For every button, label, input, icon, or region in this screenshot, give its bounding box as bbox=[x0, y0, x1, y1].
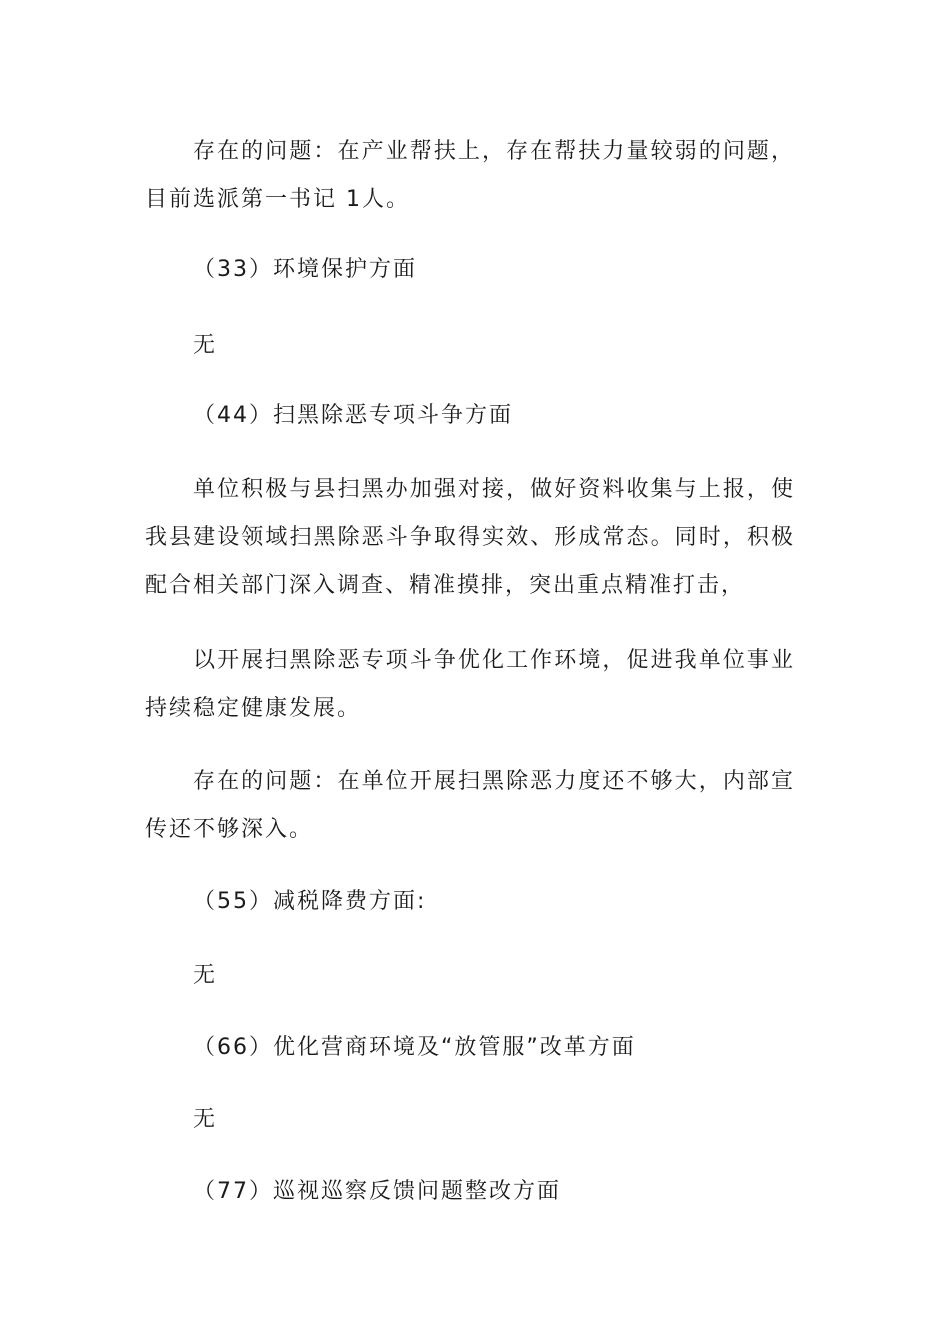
heading-business-environment: （66）优化营商环境及“放管服”改革方面 bbox=[193, 1035, 636, 1060]
text-none-1: 无 bbox=[193, 333, 218, 358]
heading-environmental-protection: （33）环境保护方面 bbox=[193, 257, 417, 282]
text-none-3: 无 bbox=[193, 1107, 218, 1132]
paragraph-industry-support-problem: 存在的问题：在产业帮扶上，存在帮扶力量较弱的问题，目前选派第一书记 1人。 bbox=[145, 139, 795, 212]
heading-anti-crime-campaign: （44）扫黑除恶专项斗争方面 bbox=[193, 403, 513, 428]
heading-tax-reduction: （55）减税降费方面: bbox=[193, 889, 427, 914]
heading-inspection-rectification: （77）巡视巡察反馈问题整改方面 bbox=[193, 1179, 561, 1204]
paragraph-anti-crime-cooperation: 单位积极与县扫黑办加强对接，做好资料收集与上报，使我县建设领域扫黑除恶斗争取得实效、形成常态。同时，积极配合相关部门深入调查、精准摸排，突出重点精准打击， bbox=[145, 477, 795, 598]
text-none-2: 无 bbox=[193, 963, 218, 988]
paragraph-work-environment: 以开展扫黑除恶专项斗争优化工作环境，促进我单位事业持续稳定健康发展。 bbox=[145, 648, 795, 721]
paragraph-anti-crime-problem: 存在的问题：在单位开展扫黑除恶力度还不够大，内部宣传还不够深入。 bbox=[145, 769, 795, 842]
